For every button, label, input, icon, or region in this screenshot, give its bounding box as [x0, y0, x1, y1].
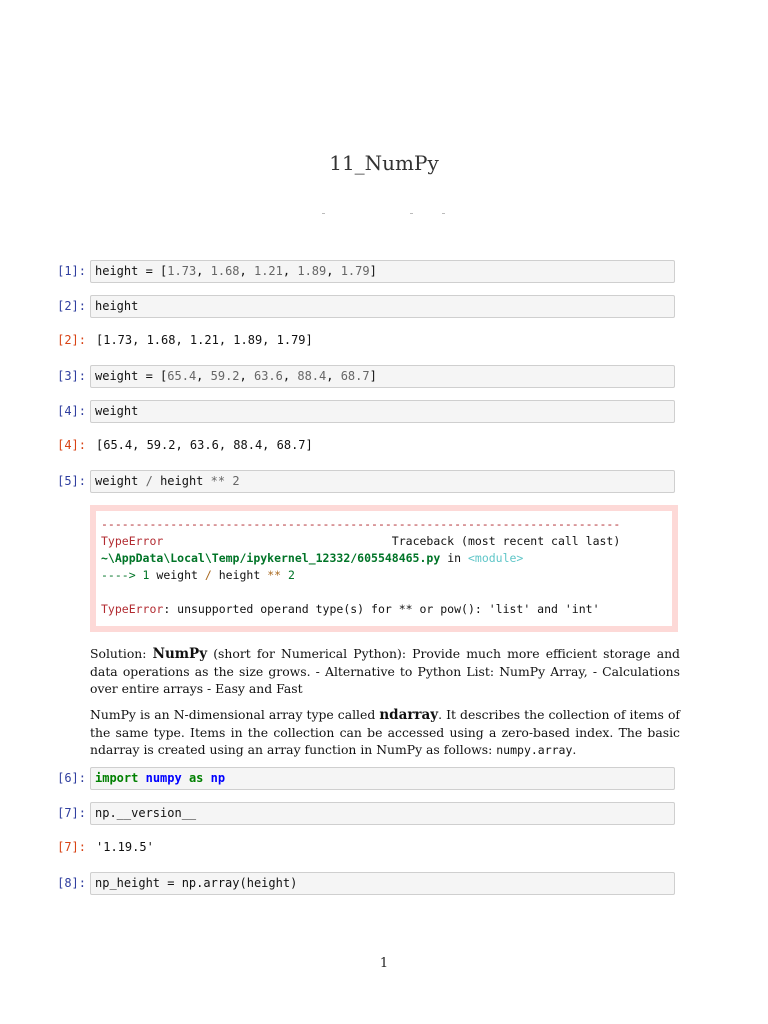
code-input[interactable]: height	[90, 295, 675, 318]
output-prompt: [4]:	[57, 438, 86, 452]
code-input[interactable]: height = [1.73, 1.68, 1.21, 1.89, 1.79]	[90, 260, 675, 283]
code-input[interactable]: import numpy as np	[90, 767, 675, 790]
input-prompt: [5]:	[57, 474, 86, 488]
error-message: : unsupported operand type(s) for ** or pow(): 'list' and 'int'	[163, 602, 600, 616]
code-input[interactable]: np_height = np.array(height)	[90, 872, 675, 895]
code-var: height	[95, 264, 139, 278]
error-output: --------------------------------------------------------------------------- TypeError Traceback (most recent call last) ~\AppData\Local\Temp/ipykernel_12332/605548465.py in <module> ----> 1 weight / height ** 2 TypeError: unsupported operand type(s) for ** or pow(): 'list' and 'int'	[90, 505, 678, 632]
input-prompt: [7]:	[57, 806, 86, 820]
ndarray-paragraph: NumPy is an N-dimensional array type called ndarray. It describes the collection of items of the same type. Items in the collection can be accessed using a zero-based index. The basic ndarray is created using an array function in NumPy as follows: numpy.array.	[90, 707, 680, 757]
page-title: 11_NumPy	[329, 151, 439, 175]
output-prompt: [2]:	[57, 333, 86, 347]
traceback-arrow: ----> 1	[101, 568, 157, 582]
code-input[interactable]: weight = [65.4, 59.2, 63.6, 88.4, 68.7]	[90, 365, 675, 388]
traceback-path: ~\AppData\Local\Temp/ipykernel_12332/605548465.py	[101, 551, 441, 565]
error-name: TypeError	[101, 534, 164, 548]
code-input[interactable]: weight / height ** 2	[90, 470, 675, 493]
solution-paragraph: Solution: NumPy (short for Numerical Python): Provide much more efficient storage and data operations as the size grows. - Alternative to Python List: NumPy Array, - Calculations over entire arrays - Easy and Fast	[90, 646, 680, 696]
output-prompt: [7]:	[57, 840, 86, 854]
input-prompt: [3]:	[57, 369, 86, 383]
code-input[interactable]: weight	[90, 400, 675, 423]
error-separator: ---------------------------------------------------------------------------	[101, 517, 621, 531]
input-prompt: [2]:	[57, 299, 86, 313]
input-prompt: [8]:	[57, 876, 86, 890]
input-prompt: [6]:	[57, 771, 86, 785]
input-prompt: [1]:	[57, 264, 86, 278]
cell-output: '1.19.5'	[96, 840, 154, 854]
code-input[interactable]: np.__version__	[90, 802, 675, 825]
title-underline-marks	[0, 213, 768, 217]
input-prompt: [4]:	[57, 404, 86, 418]
traceback-label: Traceback (most recent call last)	[391, 534, 621, 548]
cell-output: [1.73, 1.68, 1.21, 1.89, 1.79]	[96, 333, 313, 347]
page-number: 1	[379, 956, 389, 971]
error-final-name: TypeError	[101, 602, 164, 616]
cell-output: [65.4, 59.2, 63.6, 88.4, 68.7]	[96, 438, 313, 452]
traceback-module: <module>	[467, 551, 524, 565]
